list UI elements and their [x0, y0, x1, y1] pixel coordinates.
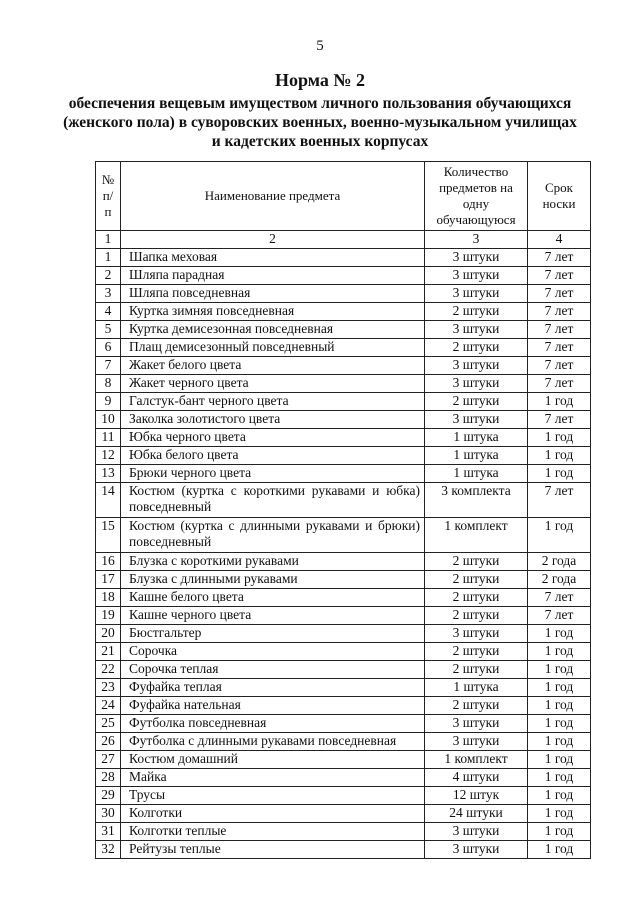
item-quantity: 3 штуки [425, 411, 528, 429]
item-name: Галстук-бант черного цвета [121, 393, 425, 411]
row-number: 8 [96, 375, 121, 393]
row-number: 27 [96, 751, 121, 769]
item-quantity: 3 штуки [425, 715, 528, 733]
item-quantity: 1 штука [425, 447, 528, 465]
item-quantity: 3 штуки [425, 267, 528, 285]
table-row [96, 805, 591, 823]
item-term: 1 год [528, 733, 591, 751]
item-term: 7 лет [528, 285, 591, 303]
item-name: Блузка с короткими рукавами [121, 553, 425, 571]
item-term: 1 год [528, 661, 591, 679]
item-name: Трусы [121, 787, 425, 805]
table-row [96, 375, 591, 393]
item-quantity: 2 штуки [425, 643, 528, 661]
item-name: Плащ демисезонный повседневный [121, 339, 425, 357]
item-term: 7 лет [528, 249, 591, 267]
item-quantity: 2 штуки [425, 393, 528, 411]
table-row [96, 411, 591, 429]
item-term: 1 год [528, 679, 591, 697]
page-number: 5 [316, 38, 324, 54]
item-name: Костюм (куртка с короткими рукавами и юбка) повседневный [121, 483, 425, 518]
table-row [96, 339, 591, 357]
item-term: 7 лет [528, 375, 591, 393]
row-number: 22 [96, 661, 121, 679]
table-row [96, 553, 591, 571]
table-row [96, 483, 591, 518]
item-name: Бюстгальтер [121, 625, 425, 643]
row-number: 30 [96, 805, 121, 823]
row-number: 9 [96, 393, 121, 411]
row-number: 19 [96, 607, 121, 625]
item-name: Юбка черного цвета [121, 429, 425, 447]
item-quantity: 2 штуки [425, 607, 528, 625]
table-row [96, 321, 591, 339]
item-term: 2 года [528, 571, 591, 589]
row-number: 31 [96, 823, 121, 841]
row-number: 1 [96, 249, 121, 267]
table-row [96, 393, 591, 411]
item-term: 1 год [528, 823, 591, 841]
header-term: Срок носки [528, 162, 591, 231]
item-name: Кашне белого цвета [121, 589, 425, 607]
item-name: Жакет черного цвета [121, 375, 425, 393]
table-row [96, 357, 591, 375]
item-name: Блузка с длинными рукавами [121, 571, 425, 589]
row-number: 17 [96, 571, 121, 589]
item-term: 1 год [528, 841, 591, 859]
item-name: Фуфайка нательная [121, 697, 425, 715]
row-number: 6 [96, 339, 121, 357]
item-term: 1 год [528, 769, 591, 787]
table-row [96, 715, 591, 733]
row-number: 21 [96, 643, 121, 661]
item-name: Кашне черного цвета [121, 607, 425, 625]
item-quantity: 3 штуки [425, 357, 528, 375]
item-term: 1 год [528, 393, 591, 411]
item-name: Сорочка теплая [121, 661, 425, 679]
table-row [96, 429, 591, 447]
norm-table [95, 161, 591, 859]
table-row [96, 249, 591, 267]
item-quantity: 3 штуки [425, 285, 528, 303]
item-term: 1 год [528, 715, 591, 733]
table-row [96, 303, 591, 321]
column-number: 1 [96, 231, 121, 249]
table-row [96, 625, 591, 643]
item-term: 7 лет [528, 339, 591, 357]
column-number-row [96, 231, 591, 249]
item-name: Колготки теплые [121, 823, 425, 841]
table-row [96, 465, 591, 483]
row-number: 7 [96, 357, 121, 375]
table-row [96, 589, 591, 607]
table-row [96, 787, 591, 805]
item-quantity: 1 комплект [425, 518, 528, 553]
item-quantity: 24 штуки [425, 805, 528, 823]
item-quantity: 2 штуки [425, 571, 528, 589]
row-number: 23 [96, 679, 121, 697]
document-subtitle: обеспечения вещевым имуществом личного пользования обучающихся (женского пола) в суворовских военных, военно-музыкальном училищах и кадетских военных корпусах [63, 95, 577, 150]
table-row [96, 571, 591, 589]
item-term: 7 лет [528, 589, 591, 607]
item-quantity: 3 штуки [425, 375, 528, 393]
item-quantity: 3 штуки [425, 625, 528, 643]
row-number: 26 [96, 733, 121, 751]
item-quantity: 1 штука [425, 429, 528, 447]
table-row [96, 751, 591, 769]
item-name: Футболка повседневная [121, 715, 425, 733]
table-body [96, 249, 591, 859]
item-name: Заколка золотистого цвета [121, 411, 425, 429]
row-number: 25 [96, 715, 121, 733]
document-title: Норма № 2 [275, 70, 365, 90]
item-term: 1 год [528, 643, 591, 661]
item-name: Рейтузы теплые [121, 841, 425, 859]
item-name: Брюки черного цвета [121, 465, 425, 483]
table-row [96, 518, 591, 553]
table-row [96, 267, 591, 285]
item-term: 1 год [528, 625, 591, 643]
item-name: Колготки [121, 805, 425, 823]
table-row [96, 697, 591, 715]
row-number: 12 [96, 447, 121, 465]
column-number: 3 [425, 231, 528, 249]
item-name: Майка [121, 769, 425, 787]
item-name: Куртка зимняя повседневная [121, 303, 425, 321]
item-quantity: 2 штуки [425, 697, 528, 715]
column-number: 4 [528, 231, 591, 249]
item-term: 1 год [528, 787, 591, 805]
item-term: 1 год [528, 465, 591, 483]
item-quantity: 2 штуки [425, 553, 528, 571]
item-quantity: 12 штук [425, 787, 528, 805]
row-number: 18 [96, 589, 121, 607]
item-term: 7 лет [528, 303, 591, 321]
row-number: 16 [96, 553, 121, 571]
item-term: 7 лет [528, 607, 591, 625]
item-term: 2 года [528, 553, 591, 571]
item-quantity: 2 штуки [425, 589, 528, 607]
item-quantity: 3 штуки [425, 733, 528, 751]
item-name: Фуфайка теплая [121, 679, 425, 697]
table-row [96, 823, 591, 841]
row-number: 2 [96, 267, 121, 285]
row-number: 29 [96, 787, 121, 805]
item-quantity: 3 комплекта [425, 483, 528, 518]
item-name: Юбка белого цвета [121, 447, 425, 465]
item-term: 1 год [528, 805, 591, 823]
table-row [96, 661, 591, 679]
row-number: 32 [96, 841, 121, 859]
item-term: 1 год [528, 429, 591, 447]
item-quantity: 3 штуки [425, 321, 528, 339]
row-number: 13 [96, 465, 121, 483]
item-name: Костюм (куртка с длинными рукавами и брюки) повседневный [121, 518, 425, 553]
item-term: 1 год [528, 697, 591, 715]
item-quantity: 4 штуки [425, 769, 528, 787]
row-number: 11 [96, 429, 121, 447]
table-row [96, 679, 591, 697]
item-term: 1 год [528, 751, 591, 769]
item-term: 1 год [528, 447, 591, 465]
row-number: 28 [96, 769, 121, 787]
row-number: 14 [96, 483, 121, 518]
column-number: 2 [121, 231, 425, 249]
item-quantity: 2 штуки [425, 661, 528, 679]
item-name: Шляпа парадная [121, 267, 425, 285]
row-number: 10 [96, 411, 121, 429]
item-name: Сорочка [121, 643, 425, 661]
item-quantity: 2 штуки [425, 303, 528, 321]
table-row [96, 447, 591, 465]
row-number: 20 [96, 625, 121, 643]
table-row [96, 285, 591, 303]
item-term: 7 лет [528, 321, 591, 339]
item-name: Шапка меховая [121, 249, 425, 267]
row-number: 3 [96, 285, 121, 303]
item-name: Куртка демисезонная повседневная [121, 321, 425, 339]
item-quantity: 1 штука [425, 679, 528, 697]
item-name: Костюм домашний [121, 751, 425, 769]
item-name: Футболка с длинными рукавами повседневная [121, 733, 425, 751]
item-quantity: 3 штуки [425, 249, 528, 267]
row-number: 24 [96, 697, 121, 715]
item-quantity: 3 штуки [425, 823, 528, 841]
item-term: 1 год [528, 518, 591, 553]
table-header-row [96, 162, 591, 231]
item-term: 7 лет [528, 411, 591, 429]
row-number: 15 [96, 518, 121, 553]
item-quantity: 1 штука [425, 465, 528, 483]
header-number: № п/п [96, 162, 121, 231]
item-quantity: 2 штуки [425, 339, 528, 357]
table-row [96, 643, 591, 661]
item-name: Жакет белого цвета [121, 357, 425, 375]
item-term: 7 лет [528, 483, 591, 518]
item-term: 7 лет [528, 267, 591, 285]
header-item-name: Наименование предмета [121, 162, 425, 231]
row-number: 5 [96, 321, 121, 339]
item-quantity: 3 штуки [425, 841, 528, 859]
table-row [96, 769, 591, 787]
table-row [96, 607, 591, 625]
table-row [96, 841, 591, 859]
row-number: 4 [96, 303, 121, 321]
header-quantity: Количество предметов на одну обучающуюся [425, 162, 528, 231]
item-quantity: 1 комплект [425, 751, 528, 769]
item-term: 7 лет [528, 357, 591, 375]
item-name: Шляпа повседневная [121, 285, 425, 303]
table-row [96, 733, 591, 751]
